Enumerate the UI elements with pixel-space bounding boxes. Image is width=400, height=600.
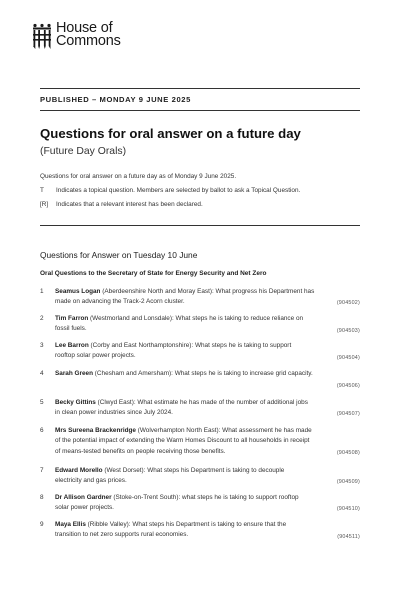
published-rule (40, 110, 360, 111)
question-item (40, 466, 360, 490)
question-ref: (904504) (336, 355, 360, 361)
question-body (55, 426, 351, 457)
question-ref: (904510) (336, 506, 360, 512)
question-ref: (904511) (337, 534, 360, 540)
question-body (55, 520, 351, 541)
top-rule (40, 88, 360, 89)
question-member: Becky Gittins (55, 399, 96, 406)
published-date: PUBLISHED – MONDAY 9 JUNE 2025 (40, 95, 191, 104)
question-text: (Stoke-on-Trent South): what steps he is taking to support rooftop (111, 494, 299, 501)
question-number: 9 (40, 521, 44, 528)
question-number: 4 (40, 370, 44, 377)
question-ref: (904507) (336, 411, 360, 417)
question-item (40, 341, 360, 365)
key-text: Indicates that a relevant interest has been declared. (56, 201, 203, 208)
question-item (40, 426, 360, 460)
question-member: Lee Barron (55, 342, 89, 349)
question-number: 7 (40, 467, 44, 474)
question-text-cont: of the potential impact of extending the Warm Homes Discount to all households in receipt (55, 437, 310, 445)
question-ref: (904509) (336, 479, 360, 485)
question-member: Mrs Sureena Brackenridge (55, 427, 136, 434)
question-text: (Westmorland and Lonsdale): What steps he is taking to reduce reliance on (88, 315, 304, 322)
question-number: 3 (40, 342, 44, 349)
question-text-cont: electricity and gas prices. (55, 477, 127, 485)
portcullis-icon (32, 23, 52, 49)
logo-line-2: Commons (56, 33, 121, 49)
question-body (55, 341, 351, 362)
question-text: (Clwyd East): What estimate he has made of the number of additional jobs (95, 399, 308, 406)
question-item (40, 314, 360, 338)
ministry-heading: Oral Questions to the Secretary of State for Energy Security and Net Zero (40, 270, 267, 277)
key-interest (40, 201, 203, 208)
question-ref: (904508) (336, 450, 360, 456)
question-text: (West Dorset): What steps his Department is taking to decouple (102, 467, 285, 474)
question-member: Seamus Logan (55, 288, 101, 295)
question-body (55, 287, 351, 308)
question-text: (Ribble Valley): What steps his Department is taking to ensure that the (85, 521, 287, 528)
question-item (40, 493, 360, 517)
key-symbol: T (40, 187, 44, 194)
question-text-cont: fossil fuels. (55, 325, 87, 333)
question-ref: (904506) (336, 383, 360, 389)
question-body (55, 493, 351, 514)
page-subtitle: (Future Day Orals) (40, 146, 127, 157)
question-ref: (904502) (336, 300, 360, 306)
question-item (40, 520, 360, 544)
question-text-cont: in clean power industries since July 2024. (55, 409, 173, 417)
key-symbol: [R] (40, 201, 49, 208)
question-member: Sarah Green (55, 370, 94, 377)
question-member: Tim Farron (55, 315, 89, 322)
question-text-cont: transition to net zero supports rural economies. (55, 531, 189, 539)
key-text: Indicates a topical question. Members are selected by ballot to ask a Topical Question. (56, 187, 301, 194)
question-number: 5 (40, 399, 44, 406)
question-body (55, 369, 351, 379)
key-topical (40, 187, 300, 194)
question-text: (Aberdeenshire North and Moray East): What progress his Department has (100, 288, 315, 295)
question-item (40, 369, 360, 391)
question-text: (Chesham and Amersham): What steps he is taking to increase grid capacity. (93, 370, 313, 377)
logo-wordmark (56, 22, 121, 48)
question-text-cont: made on advancing the Track-2 Acorn cluster. (55, 298, 185, 306)
question-text: (Corby and East Northamptonshire): What steps he is taking to support (88, 342, 292, 349)
question-text-cont: of means-tested benefits on people receiving those benefits. (55, 447, 226, 455)
section-heading: Questions for Answer on Tuesday 10 June (40, 250, 198, 260)
house-of-commons-logo (32, 22, 121, 49)
question-ref: (904503) (336, 328, 360, 334)
question-item (40, 398, 360, 422)
question-body (55, 314, 351, 335)
question-text-cont: solar power projects. (55, 504, 114, 512)
question-member: Maya Ellis (55, 521, 86, 528)
question-number: 1 (40, 288, 44, 295)
question-number: 8 (40, 494, 44, 501)
page-title: Questions for oral answer on a future day (40, 126, 301, 141)
intro-text: Questions for oral answer on a future day as of Monday 9 June 2025. (40, 173, 237, 180)
question-number: 6 (40, 427, 44, 434)
question-item (40, 287, 360, 311)
logo-line-1: House of (56, 20, 113, 36)
question-body (55, 466, 351, 487)
question-text: (Wolverhampton North East): What assessment he has made (135, 427, 312, 434)
section-rule (40, 225, 360, 226)
question-body (55, 398, 351, 419)
question-member: Dr Allison Gardner (55, 494, 112, 501)
question-number: 2 (40, 315, 44, 322)
question-text-cont: rooftop solar power projects. (55, 352, 136, 360)
question-member: Edward Morello (55, 467, 103, 474)
